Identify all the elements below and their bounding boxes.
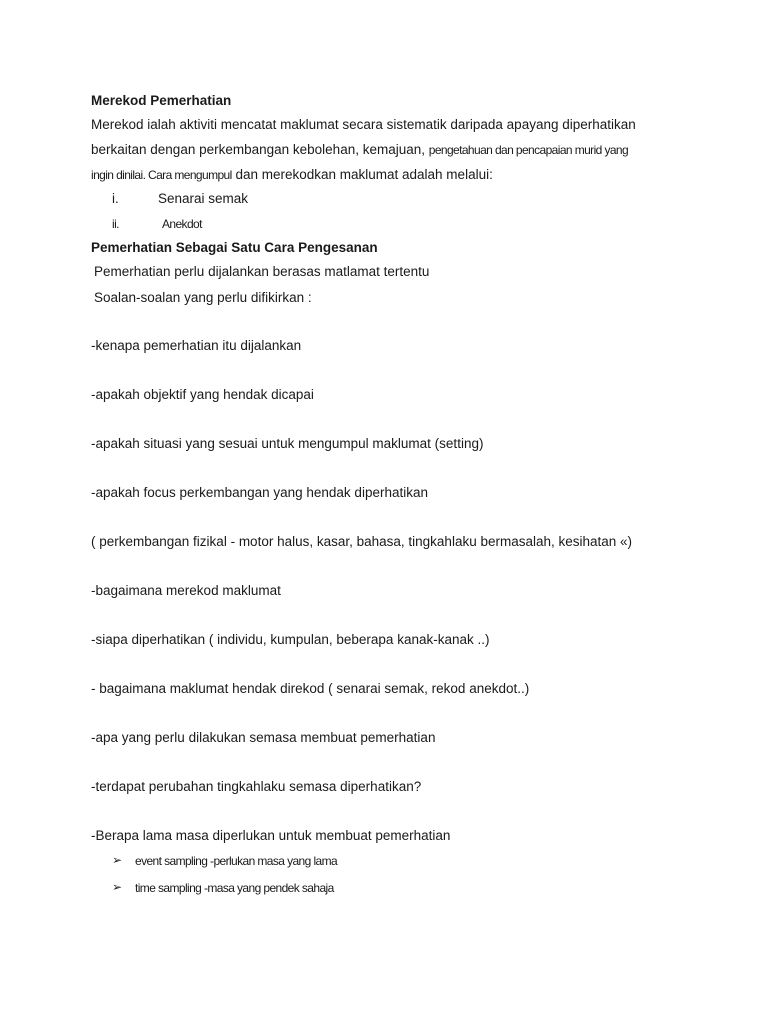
- question-item: ( perkembangan fizikal - motor halus, kasar, bahasa, tingkahlaku bermasalah, kesihatan «): [91, 534, 633, 549]
- bullet-item-text: time sampling -masa yang pendek sahaja: [135, 881, 334, 895]
- intro-line-2: Soalan-soalan yang perlu difikirkan :: [94, 290, 312, 305]
- question-item: -bagaimana merekod maklumat: [91, 583, 281, 598]
- question-item: -terdapat perubahan tingkahlaku semasa diperhatikan?: [91, 779, 422, 794]
- paragraph-line-2b: pengetahuan dan pencapaian murid yang: [428, 143, 629, 157]
- question-item: - bagaimana maklumat hendak direkod ( senarai semak, rekod anekdot..): [91, 681, 530, 696]
- paragraph-line-2: [91, 141, 628, 159]
- bullet-item-text: event sampling -perlukan masa yang lama: [135, 854, 338, 868]
- paragraph-line-1: Merekod ialah aktiviti mencatat maklumat secara sistematik daripada apayang diperhatikan: [91, 117, 636, 132]
- question-item: -apa yang perlu dilakukan semasa membuat pemerhatian: [91, 730, 436, 745]
- heading-pemerhatian-pengesanan: Pemerhatian Sebagai Satu Cara Pengesanan: [91, 240, 378, 255]
- arrow-bullet-icon: ➢: [112, 880, 123, 894]
- question-item: -apakah situasi yang sesuai untuk mengumpul maklumat (setting): [91, 436, 484, 451]
- list-item-number: i.: [112, 191, 119, 206]
- list-item-number: ii.: [112, 217, 119, 231]
- heading-merekod-pemerhatian: Merekod Pemerhatian: [91, 93, 232, 108]
- question-item: -kenapa pemerhatian itu dijalankan: [91, 338, 302, 353]
- intro-line-1: Pemerhatian perlu dijalankan berasas matlamat tertentu: [94, 264, 430, 279]
- question-item: -apakah objektif yang hendak dicapai: [91, 387, 314, 402]
- paragraph-line-3b: dan merekodkan maklumat adalah melalui:: [231, 167, 493, 182]
- list-item-text: Anekdot: [162, 217, 202, 231]
- question-item: -siapa diperhatikan ( individu, kumpulan, beberapa kanak-kanak ..): [91, 632, 490, 647]
- paragraph-line-2a: berkaitan dengan perkembangan kebolehan, kemajuan,: [91, 142, 429, 157]
- question-item: -apakah focus perkembangan yang hendak diperhatikan: [91, 485, 428, 500]
- arrow-bullet-icon: ➢: [112, 853, 123, 867]
- paragraph-line-3a: ingin dinilai. Cara mengumpul: [91, 168, 232, 182]
- paragraph-line-3: [91, 166, 493, 184]
- list-item-text: Senarai semak: [158, 191, 249, 206]
- question-item: -Berapa lama masa diperlukan untuk membuat pemerhatian: [91, 828, 451, 843]
